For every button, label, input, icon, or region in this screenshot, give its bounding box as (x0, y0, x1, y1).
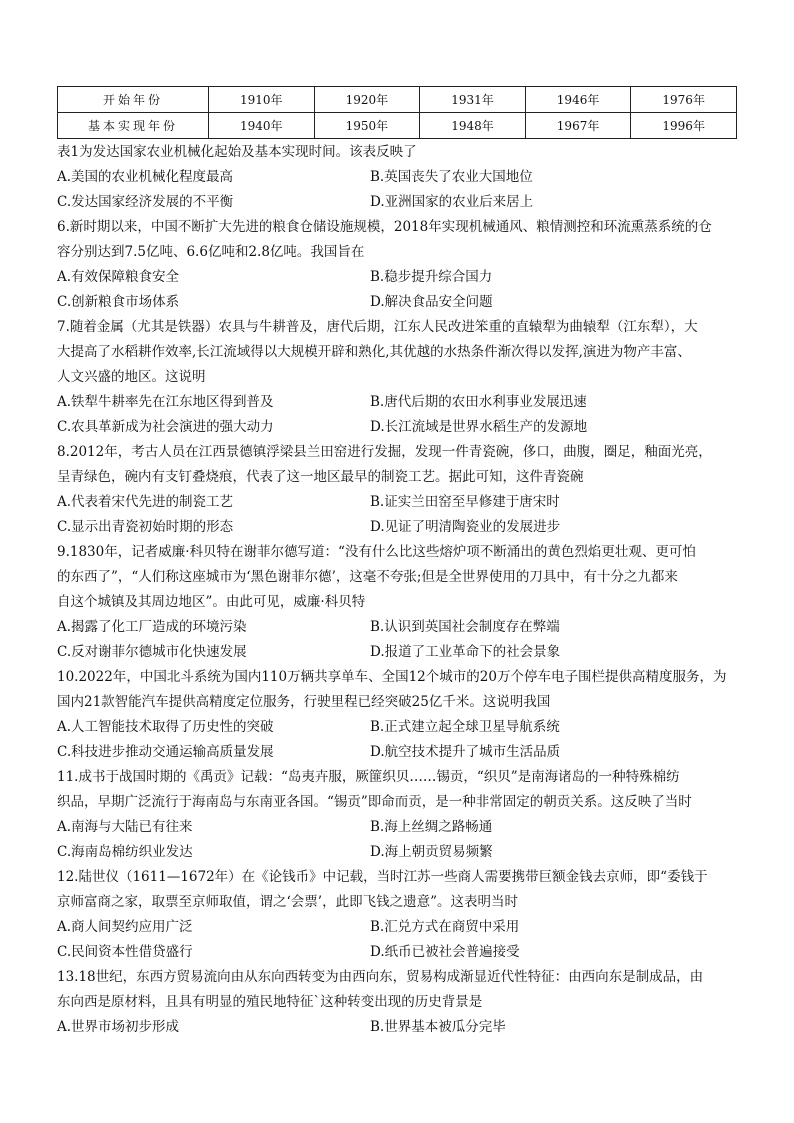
option-row (57, 515, 747, 540)
option-a: A.商人间契约应用广泛 (57, 919, 193, 935)
option-a: A.南海与大陆已有往来 (57, 819, 193, 835)
table-cell: 1996年 (631, 113, 737, 139)
option-row (57, 815, 747, 840)
question-stem: 容分别达到7.5亿吨、6.6亿吨和2.8亿吨。我国旨在 (57, 244, 365, 260)
option-row (57, 640, 747, 665)
question-11 (57, 765, 747, 865)
question-stem: 国内21款智能汽车提供高精度定位服务，行驶里程已经突破25亿千米。这说明我国 (57, 694, 551, 710)
question-stem: 11.成书于战国时期的《禹贡》记载：“岛夷卉服，厥篚织贝……锡贡，“织贝”是南海诸岛的一种特殊棉纺 (57, 769, 680, 785)
table-row-header: 基本实现年份 (58, 113, 209, 139)
option-row (57, 165, 747, 190)
option-c: C.农具革新成为社会演进的强大动力 (57, 419, 274, 435)
option-c: C.显示出青瓷初始时期的形态 (57, 519, 234, 535)
option-d: D.纸币已被社会普遍接受 (370, 944, 520, 960)
option-a: A.人工智能技术取得了历史性的突破 (57, 719, 274, 735)
question-stem: 人文兴盛的地区。这说明 (57, 369, 206, 385)
question-stem: 9.1830年，记者威廉·科贝特在谢菲尔德写道：“没有什么比这些熔炉项不断涌出的黄色烈焰更壮观、更可怕 (57, 544, 696, 560)
option-a: A.美国的农业机械化程度最高 (57, 169, 234, 185)
option-a: A.代表着宋代先进的制瓷工艺 (57, 494, 234, 510)
question-stem: 呈青绿色，碗内有支钉叠烧痕，代表了这一地区最早的制瓷工艺。据此可知，这件青瓷碗 (57, 469, 584, 485)
option-d: D.航空技术提升了城市生活品质 (370, 744, 561, 760)
option-b: B.证实兰田窑至早修建于唐宋时 (370, 494, 560, 510)
question-stem: 表1为发达国家农业机械化起始及基本实现时间。该表反映了 (57, 144, 417, 160)
option-a: A.有效保障粮食安全 (57, 269, 180, 285)
option-b: B.唐代后期的农田水利事业发展迅速 (370, 394, 587, 410)
option-row (57, 265, 747, 290)
question-stem: 东向西是原材料，且具有明显的殖民地特征`这种转变出现的历史背景是 (57, 994, 483, 1010)
option-b: B.汇兑方式在商贸中采用 (370, 919, 520, 935)
option-c: C.民间资本性借贷盛行 (57, 944, 193, 960)
option-d: D.解决食品安全问题 (370, 294, 493, 310)
option-row (57, 915, 747, 940)
option-c: C.科技进步推动交通运输高质量发展 (57, 744, 274, 760)
option-row (57, 390, 747, 415)
question-stem: 13.18世纪，东西方贸易流向由从东向西转变为由西向东，贸易构成渐显近代性特征：由西向东是制成品，由 (57, 969, 704, 985)
option-a: A.铁犁牛耕率先在江东地区得到普及 (57, 394, 274, 410)
option-b: B.英国丧失了农业大国地位 (370, 169, 533, 185)
table-cell: 1940年 (209, 113, 315, 139)
question-6 (57, 215, 747, 315)
option-b: B.认识到英国社会制度存在弊端 (370, 619, 560, 635)
option-row (57, 415, 747, 440)
option-a: A.揭露了化工厂造成的环境污染 (57, 619, 247, 635)
option-c: C.创新粮食市场体系 (57, 294, 180, 310)
option-d: D.报道了工业革命下的社会景象 (370, 644, 561, 660)
questions (57, 140, 747, 1040)
question-9 (57, 540, 747, 665)
option-row (57, 940, 747, 965)
option-row (57, 290, 747, 315)
table-cell: 1948年 (420, 113, 526, 139)
option-row (57, 740, 747, 765)
option-b: B.正式建立起全球卫星导航系统 (370, 719, 560, 735)
option-d: D.海上朝贡贸易频繁 (370, 844, 493, 860)
option-row (57, 490, 747, 515)
table-row (58, 87, 737, 113)
question-stem: 7.随着金属（尤其是铁器）农具与牛耕普及，唐代后期，江东人民改进笨重的直辕犁为曲辕犁（江东犁），大 (57, 319, 698, 335)
option-b: B.世界基本被瓜分完毕 (370, 1019, 506, 1035)
question-stem: 8.2012年，考古人员在江西景德镇浮梁县兰田窑进行发掘，发现一件青瓷碗，侈口，曲腹，圈足，釉面光亮， (57, 444, 712, 460)
option-row (57, 840, 747, 865)
question-stem: 10.2022年，中国北斗系统为国内110万辆共享单车、全国12个城市的20万个停车电子围栏提供高精度服务，为 (57, 669, 727, 685)
question-stem: 的东西了”，“人们称这座城市为‘黑色谢菲尔德’，这毫不夸张;但是全世界使用的刀具中，有十分之九都来 (57, 569, 678, 585)
table-cell: 1931年 (420, 87, 526, 113)
option-c: C.海南岛棉纺织业发达 (57, 844, 193, 860)
option-b: B.稳步提升综合国力 (370, 269, 493, 285)
question-stem: 6.新时期以来，中国不断扩大先进的粮食仓储设施规模，2018年实现机械通风、粮情测控和环流熏蒸系统的仓 (57, 219, 712, 235)
table-cell: 1910年 (209, 87, 315, 113)
option-row (57, 190, 747, 215)
option-row (57, 1015, 747, 1040)
table-row-header: 开始年份 (58, 87, 209, 113)
option-row (57, 615, 747, 640)
option-a: A.世界市场初步形成 (57, 1019, 180, 1035)
question-stem: 京师富商之家，取票至京师取值，谓之‘会票’，此即飞钱之遗意”。这表明当时 (57, 894, 518, 910)
question-7 (57, 315, 747, 440)
mechanization-table (57, 86, 737, 139)
table-row (58, 113, 737, 139)
question-13 (57, 965, 747, 1040)
question-12 (57, 865, 747, 965)
option-b: B.海上丝绸之路畅通 (370, 819, 493, 835)
table-cell: 1950年 (314, 113, 420, 139)
question-stem: 大提高了水稻耕作效率,长江流域得以大规模开辟和熟化,其优越的水热条件渐次得以发挥,演进为物产丰富、 (57, 344, 691, 360)
question-stem: 12.陆世仪（1611—1672年）在《论钱币》中记载，当时江苏一些商人需要携带巨额金钱去京师，即“委钱于 (57, 869, 708, 885)
table-cell: 1946年 (525, 87, 631, 113)
question-10 (57, 665, 747, 765)
option-c: C.发达国家经济发展的不平衡 (57, 194, 234, 210)
question-stem: 织品，早期广泛流行于海南岛与东南亚各国。“锡贡”即命而贡，是一种非常固定的朝贡关系。这反映了当时 (57, 794, 692, 810)
option-d: D.见证了明清陶瓷业的发展进步 (370, 519, 561, 535)
option-row (57, 715, 747, 740)
question-5 (57, 140, 747, 215)
table-cell: 1920年 (314, 87, 420, 113)
question-stem: 自这个城镇及其周边地区”。由此可见，威廉·科贝特 (57, 594, 366, 610)
table-cell: 1976年 (631, 87, 737, 113)
option-d: D.长江流域是世界水稻生产的发源地 (370, 419, 588, 435)
option-d: D.亚洲国家的农业后来居上 (370, 194, 534, 210)
question-8 (57, 440, 747, 540)
table-cell: 1967年 (525, 113, 631, 139)
option-c: C.反对谢菲尔德城市化快速发展 (57, 644, 247, 660)
